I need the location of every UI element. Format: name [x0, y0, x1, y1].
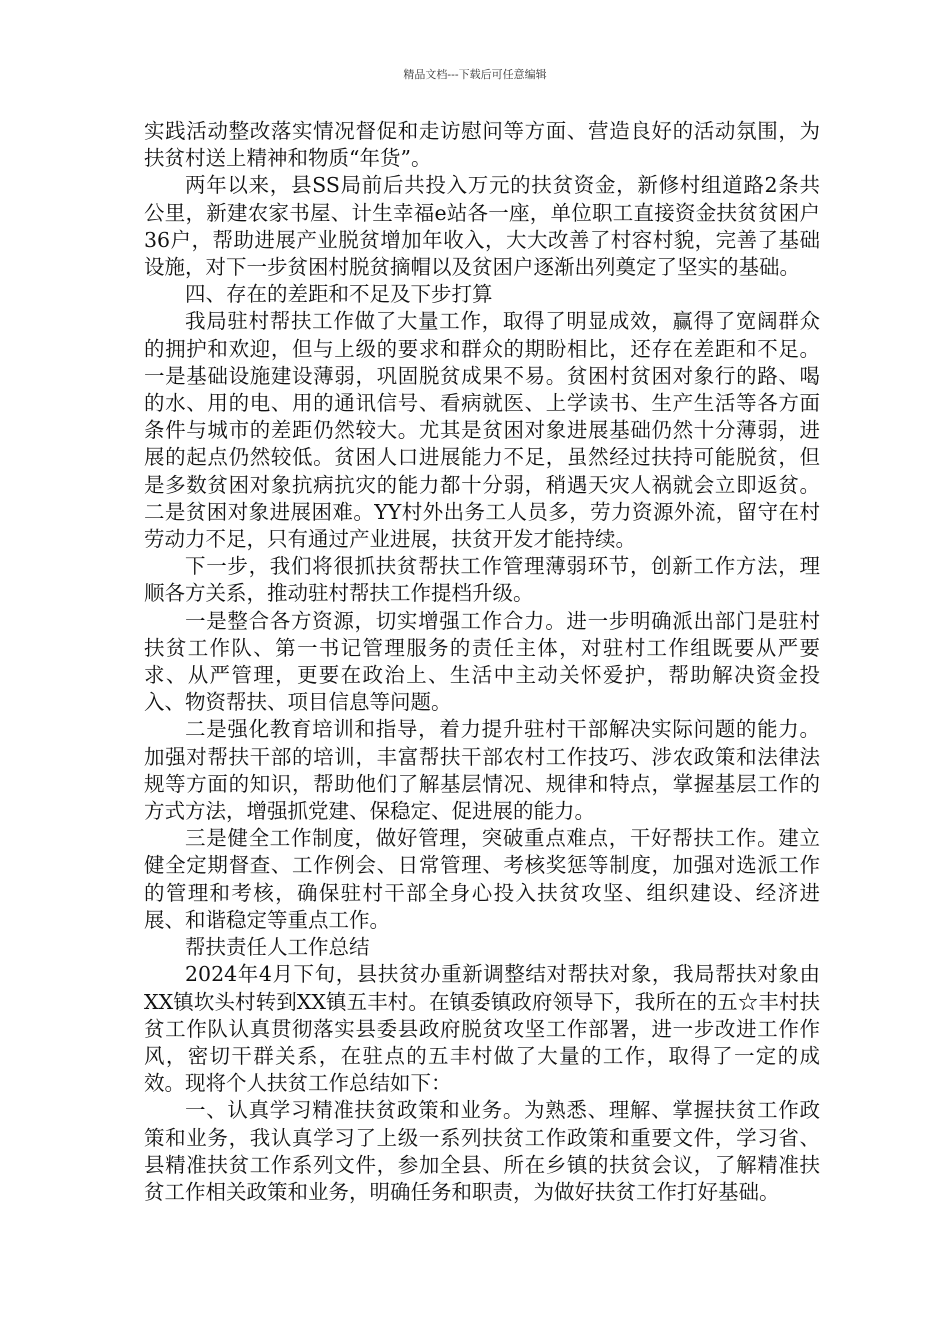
paragraph: 两年以来，县SS局前后共投入万元的扶贫资金，新修村组道路2条共公里，新建农家书屋、计生幸福e站各一座，单位职工直接资金扶贫贫困户36户，帮助进展产业脱贫增加年收入，大大改善了村容村貌，完善了基础设施，对下一步贫困村脱贫摘帽以及贫困户逐渐出列奠定了坚实的基础。: [144, 173, 820, 280]
paragraph: 一是整合各方资源，切实增强工作合力。进一步明确派出部门是驻村扶贫工作队、第一书记管理服务的责任主体，对驻村工作组既要从严要求、从严管理，更要在政治上、生活中主动关怀爱护，帮助解决资金投入、物资帮扶、项目信息等问题。: [144, 608, 820, 715]
paragraph: 下一步，我们将很抓扶贫帮扶工作管理薄弱环节，创新工作方法，理顺各方关系，推动驻村帮扶工作提档升级。: [144, 554, 820, 606]
paragraph: 我局驻村帮扶工作做了大量工作，取得了明显成效，赢得了宽阔群众的拥护和欢迎，但与上级的要求和群众的期盼相比，还存在差距和不足。一是基础设施建设薄弱，巩固脱贫成果不易。贫困村贫困对象行的路、喝的水、用的电、用的通讯信号、看病就医、上学读书、生产生活等各方面条件与城市的差距仍然较大。尤其是贫困对象进展基础仍然十分薄弱，进展的起点仍然较低。贫困人口进展能力不足，虽然经过扶持可能脱贫，但是多数贫困对象抗病抗灾的能力都十分弱，稍遇天灾人祸就会立即返贫。二是贫困对象进展困难。YY村外出务工人员多，劳力资源外流，留守在村劳动力不足，只有通过产业进展，扶贫开发才能持续。: [144, 309, 820, 552]
paragraph: 二是强化教育培训和指导，着力提升驻村干部解决实际问题的能力。加强对帮扶干部的培训，丰富帮扶干部农村工作技巧、涉农政策和法律法规等方面的知识，帮助他们了解基层情况、规律和特点，掌握基层工作的方式方法，增强抓党建、保稳定、促进展的能力。: [144, 717, 820, 824]
section-heading: 四、存在的差距和不足及下步打算: [185, 282, 493, 307]
paragraph: 实践活动整改落实情况督促和走访慰问等方面、营造良好的活动氛围，为扶贫村送上精神和物质“年货”。: [144, 119, 820, 171]
paragraph: 2024年4月下旬，县扶贫办重新调整结对帮扶对象，我局帮扶对象由XX镇坎头村转到XX镇五丰村。在镇委镇政府领导下，我所在的五☆丰村扶贫工作队认真贯彻落实县委县政府脱贫攻坚工作部署，进一步改进工作作风，密切干群关系，在驻点的五丰村做了大量的工作，取得了一定的成效。现将个人扶贫工作总结如下：: [144, 962, 820, 1096]
page-header: 精品文档---下载后可任意编辑: [403, 68, 547, 81]
document-body: [144, 118, 820, 1206]
document-subtitle: 帮扶责任人工作总结: [185, 935, 370, 960]
paragraph: 三是健全工作制度，做好管理，突破重点难点，干好帮扶工作。建立健全定期督查、工作例会、日常管理、考核奖惩等制度，加强对选派工作的管理和考核，确保驻村干部全身心投入扶贫攻坚、组织建设、经济进展、和谐稳定等重点工作。: [144, 826, 820, 932]
paragraph: 一、认真学习精准扶贫政策和业务。为熟悉、理解、掌握扶贫工作政策和业务，我认真学习了上级一系列扶贫工作政策和重要文件，学习省、县精准扶贫工作系列文件，参加全县、所在乡镇的扶贫会议，了解精准扶贫工作相关政策和业务，明确任务和职责，为做好扶贫工作打好基础。: [144, 1098, 820, 1204]
